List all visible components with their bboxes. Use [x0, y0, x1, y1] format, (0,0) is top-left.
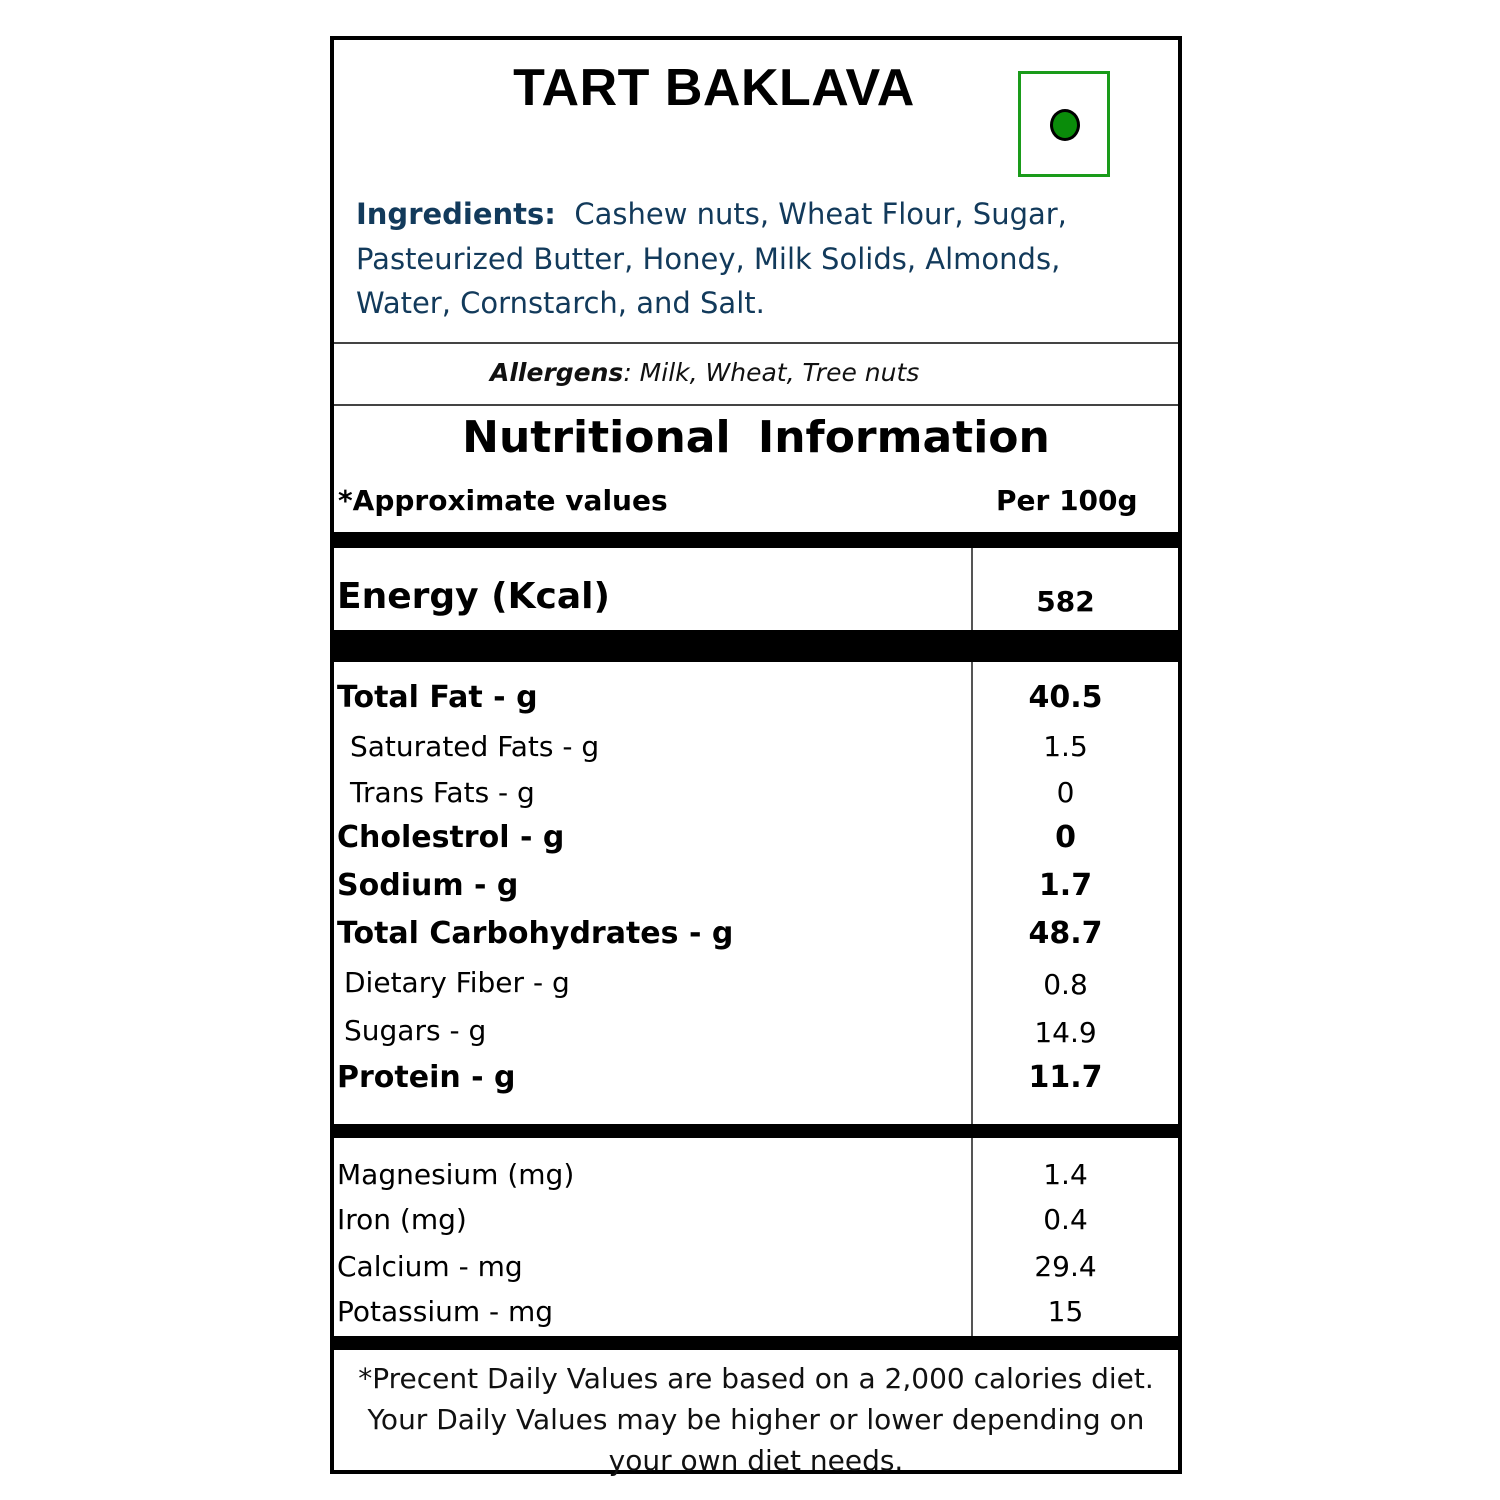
- nutrient-value-total-fat: 40.5: [1028, 680, 1103, 715]
- separator-bar: [334, 1124, 1178, 1138]
- footnote-line-1: *Precent Daily Values are based on a 2,000 calories diet.: [358, 1362, 1154, 1395]
- per-serving: Per 100g: [996, 484, 1138, 517]
- ingredients-label: Ingredients:: [356, 197, 556, 231]
- mineral-label-calcium: Calcium - mg: [337, 1250, 523, 1283]
- nutrient-label-sodium: Sodium - g: [337, 868, 519, 903]
- separator-bar: [334, 1336, 1178, 1350]
- veg-dot-icon: [1050, 109, 1080, 141]
- nutrient-label-total-carbohydrates: Total Carbohydrates - g: [337, 916, 734, 951]
- footnote-line-3: your own diet needs.: [608, 1444, 904, 1477]
- nutrient-label-cholestrol: Cholestrol - g: [337, 820, 565, 855]
- daily-values-footnote: [334, 1358, 1178, 1481]
- mineral-value-potassium: 15: [1047, 1295, 1084, 1328]
- mineral-value-magnesium: 1.4: [1043, 1158, 1088, 1191]
- veg-symbol: [1018, 71, 1110, 177]
- product-title: TART BAKLAVA: [513, 59, 915, 117]
- divider: [334, 404, 1178, 406]
- nutrient-label-sugars: Sugars - g: [344, 1014, 487, 1047]
- nutrient-label-saturated-fats: Saturated Fats - g: [350, 730, 600, 763]
- ingredients-block: [356, 192, 1156, 326]
- nutrient-value-sugars: 14.9: [1034, 1016, 1097, 1049]
- mineral-label-iron: Iron (mg): [337, 1203, 467, 1236]
- mineral-value-calcium: 29.4: [1034, 1250, 1097, 1283]
- energy-value: 582: [1036, 585, 1095, 618]
- ingredients-line-3: Water, Cornstarch, and Salt.: [356, 286, 765, 320]
- allergens-label: Allergens: [490, 358, 624, 387]
- allergens-text: : Milk, Wheat, Tree nuts: [623, 358, 920, 387]
- nutrient-value-total-carbohydrates: 48.7: [1028, 916, 1103, 951]
- ingredients-line-1: Cashew nuts, Wheat Flour, Sugar,: [574, 197, 1067, 231]
- nutrient-value-trans-fats: 0: [1056, 776, 1075, 809]
- nutrient-value-dietary-fiber: 0.8: [1043, 968, 1088, 1001]
- divider: [334, 342, 1178, 344]
- nutrient-value-cholestrol: 0: [1055, 820, 1076, 855]
- nutrition-title: Nutritional Information: [462, 412, 1050, 463]
- nutrient-label-trans-fats: Trans Fats - g: [350, 776, 535, 809]
- nutrient-value-saturated-fats: 1.5: [1043, 730, 1088, 763]
- nutrient-label-total-fat: Total Fat - g: [337, 680, 538, 715]
- nutrition-label: [330, 36, 1182, 1477]
- nutrient-value-protein: 11.7: [1028, 1060, 1103, 1095]
- ingredients-line-2: Pasteurized Butter, Honey, Milk Solids, Almonds,: [356, 241, 1061, 276]
- energy-label: Energy (Kcal): [337, 576, 610, 617]
- nutrient-label-dietary-fiber: Dietary Fiber - g: [344, 966, 570, 999]
- nutrient-value-sodium: 1.7: [1038, 868, 1093, 903]
- footnote-line-2: Your Daily Values may be higher or lower depending on: [367, 1403, 1145, 1436]
- allergens-line: [490, 358, 919, 387]
- nutrient-label-protein: Protein - g: [337, 1060, 516, 1095]
- separator-bar: [334, 532, 1178, 548]
- separator-bar: [334, 630, 1178, 662]
- approximate-note: *Approximate values: [338, 484, 668, 517]
- mineral-label-potassium: Potassium - mg: [337, 1295, 554, 1328]
- mineral-label-magnesium: Magnesium (mg): [337, 1158, 575, 1191]
- mineral-value-iron: 0.4: [1043, 1203, 1088, 1236]
